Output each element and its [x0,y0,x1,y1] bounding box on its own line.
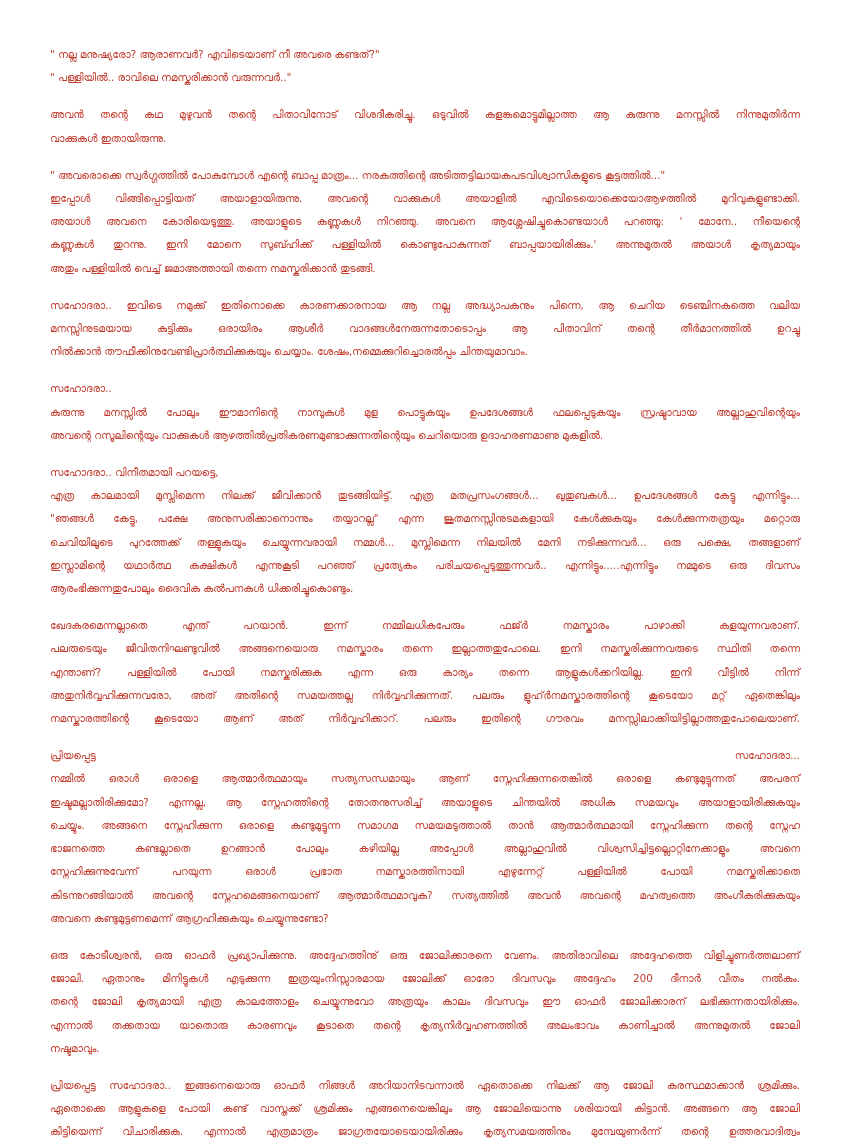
text-line: കുരുന്നു മനസ്സിൽ പോലും ഈമാനിന്റെ നാമ്പുകൾ മുള പൊട്ടുകയും ഉപദേശങ്ങൾ ഫലപ്പെടുകയും സ്രഷ്ടാവായ അല്ലാഹുവിന്റെയും [50,406,800,419]
text-line: ചെയ്യും. അങ്ങനെ സ്നേഹിക്കുന്ന ഒരാളെ കണ്ടുമുട്ടുന്ന സമാഗമ സമയമടുത്താൽ താൻ ആത്മാർത്ഥമായി സ്നേഹിക്കുന്ന തന്റെ സ്നേഹ [50,819,800,832]
paragraph-label-row [50,745,800,768]
paragraph-label: സഹോദരാ.. [50,383,112,396]
text-line: തന്റെ ജോലി കൃത്യമായി എത്ര കാലത്തോളം ചെയ്യുന്നുവോ അത്രയും കാലം ദിവസവും ഈ ഓഫർ ജോലിക്കാരന് ലഭിക്കുന്നതായിരിക്കും. [50,996,800,1009]
text-line: നഷ്ടമാവും. [50,1042,100,1055]
opening-dialogue [50,44,800,90]
text-line: അതുനിർവ്വഹിക്കുന്നവരോ, അത് അതിന്റെ സമയത്തല്ല നിർവ്വഹിക്കുന്നത്. പലരും ളുഹ്ർനമസ്കാരത്തിന്റെ കൂടെയോ മറ്റ് ഏതെങ്കിലും [50,689,800,702]
text-line: ഖേദകരമെന്നല്ലാതെ എന്ത് പറയാൻ. ഇന്ന് നമ്മിലധികപേരും ഫജ്ർ നമസ്കാരം പാഴാക്കി കളയുന്നവരാണ്. [50,620,800,633]
text-line: കണ്ണുകൾ തുറന്നു. ഇനി മോനെ സുബ്ഹിക്ക് പള്ളിയിൽ കൊണ്ടുപോകുന്നത് ബാപ്പയായിരിക്കും.' അന്നുമുതൽ അയാൾ കൃത്യമായും [50,239,800,252]
text-line: ജോലി. ഏതാനും മിനിട്ടുകൾ എടുക്കുന്ന ഇത്രയുംനിസ്സാരമായ ജോലിക്ക് ഓരോ ദിവസവും അദ്ദേഹം 200 ദീനാർ വീതം നൽകും. [50,973,800,986]
text-line: കിടന്നുറങ്ങിയാൽ അവന്റെ സ്നേഹമെങ്ങനെയാണ് ആത്മാർത്ഥമാവുക? സത്യത്തിൽ അവൻ അവന്റെ മഹത്വത്തെ അംഗീകരിക്കുകയും [50,889,800,902]
paragraph [50,378,800,448]
text-line: സഹോദരാ.. ഇവിടെ നമുക്ക് ഇതിനൊക്കെ കാരണക്കാരനായ ആ നല്ല അദ്ധ്യാപകനും പിന്നെ, ആ ചെറിയ ടെഞ്ചിനകത്തെ വലിയ [50,299,800,312]
paragraph-label-left: പ്രിയപ്പെട്ട [50,750,96,763]
text-line: അവനെ കണ്ടുമുട്ടണമെന്ന് ആഗ്രഹിക്കുകയും ചെയ്യുന്നുണ്ടോ? [50,912,329,925]
text-line: ഇസ്ലാമിന്റെ യഥാർത്ഥ കക്ഷികൾ എന്നുകൂടി പറഞ്ഞ് പ്രത്യേകം പരിചയപ്പെടുത്തുന്നവർ.. എന്നിട്ടും.....എന്നിട്ടും നമ്മുടെ ഒരു ദിവസം [50,559,800,572]
text-line: എന്നാൽ തക്കതായ യാതൊരു കാരണവും കൂടാതെ തന്റെ കൃത്യനിർവ്വഹണത്തിൽ അലംഭാവം കാണിച്ചാൽ അന്നുമുതൽ ജോലി [50,1019,800,1032]
text-line: ഏതൊക്കെ ആളുകളെ പോയി കണ്ട് വാസ്തക്ക് ശ്രമിക്കും എങ്ങനെയെങ്കിലും ആ ജോലിയൊന്നു ശരിയായി കിട്ടാൻ. അങ്ങനെ ആ ജോലി [50,1103,800,1116]
text-line: വാക്കുകൾ ഇതായിരുന്നു. [50,132,167,145]
text-line: അതും പള്ളിയിൽ വെച്ച് ജമാഅത്തായി തന്നെ നമസ്കരിക്കാൻ തുടങ്ങി. [50,262,376,275]
text-line: ഒരു കോടീശ്വരൻ, ഒരു ഓഫർ പ്രഖ്യാപിക്കുന്നു. അദ്ദേഹത്തിനു് ഒരു ജോലിക്കാരനെ വേണം. അതിരാവിലെ അദ്ദേഹത്തെ വിളിച്ചുണർത്തലാണ് [50,949,800,962]
dialogue-line: " നല്ല മനുഷ്യരോ? ആരാണവർ? എവിടെയാണ് നീ അവരെ കണ്ടത്?" [50,49,380,61]
paragraph [50,745,800,931]
text-line: അവൻ തന്റെ കഥ മുഴുവൻ തന്റെ പിതാവിനോട് വിശദീകരിച്ചു. ഒടുവിൽ കളങ്കമൊട്ടുമില്ലാത്ത ആ കുരുന്നു മനസ്സിൽ നിന്നുമുതിർന്ന [50,109,800,122]
text-line: എത്ര കാലമായി മുസ്ലിമെന്ന നിലക്ക് ജീവിക്കാൻ തുടങ്ങിയിട്ട്. എത്ര മതപ്രസംഗങ്ങൾ... ഖുതുബകൾ... ഉപദേശങ്ങൾ കേട്ടു എന്നിട്ടും... [50,490,800,503]
text-line: സ്നേഹിക്കുന്നുവേന്ന് പറയുന്ന ഒരാൾ പ്രഭാത നമസ്കാരത്തിനായി എഴുന്നേറ്റ് പള്ളിയിൽ പോയി നമസ്കരിക്കാതെ [50,866,800,879]
text-line: മനസ്സിനുടമയായ കുട്ടിക്കും ഒരായിരം ആശീർ വാദങ്ങൾനേരുന്നതോടൊപ്പം ആ പിതാവിന് തന്റെ തീർമാനത്തിൽ ഉറച്ചു [50,323,800,336]
text-line: ഇപ്പോൾ വിങ്ങിപ്പൊട്ടിയത് അയാളായിരുന്നു. അവന്റെ വാക്കുകൾ അയാളിൽ എവിടെയൊക്കെയോആഴത്തിൽ മുറിവുകളുണ്ടാക്കി. [50,193,800,206]
paragraph-label-right: സഹോദരാ... [734,750,800,763]
paragraph [50,165,800,281]
text-line: കിട്ടിയെന്ന് വിചാരിക്കുക. എന്നാൽ എത്രമാത്രം ജാഗ്രതയോടെയായിരിക്കും കൃത്യസമയത്തിനും മുമ്പേയുണർന്ന് തന്റെ ഉത്തരവാദിത്വം [50,1126,800,1139]
paragraph [50,104,800,150]
text-line: പലരുടെയും ജീവിതനിഘണ്ടുവിൽ അങ്ങനെയൊരു നമസ്കാരം തന്നെ ഇല്ലാത്തതുപോലെ. ഇനി നമസ്കരിക്കുന്നവരുടെ സ്ഥിതി തന്നെ [50,643,800,656]
paragraph [50,462,800,601]
text-line: അയാൾ അവനെ കോരിയെടുത്തു. അയാളുടെ കണ്ണുകൾ നിറഞ്ഞു. അവനെ ആശ്ലേഷിച്ചുകൊണ്ടയാൾ പറഞ്ഞു: ' മോനേ.. നീയെന്റെ [50,216,800,229]
text-line: " അവരൊക്കെ സ്വർഗ്ഗത്തിൽ പോകുമ്പോൾ എന്റെ ബാപ്പ മാത്രം... നരകത്തിന്റെ അടിത്തട്ടിലായകപടവിശ്വാസികളുടെ കൂട്ടത്തിൽ..." [50,169,666,182]
paragraph [50,945,800,1061]
paragraph [50,1075,800,1145]
text-line: നമസ്കാരത്തിന്റെ കൂടെയോ ആണ് അത് നിർവ്വഹിക്കാറ്. പലരും ഇതിന്റെ ഗൗരവം മനസ്സിലാക്കിയിട്ടില്ലാത്തതുപോലെയാണ്. [50,713,800,726]
text-line: ചെവിയിലൂടെ പുറത്തേക്ക് തള്ളുകയും ചെയ്യുന്നവരായി നമ്മൾ... മുസ്ലിമെന്ന നിലയിൽ മേനി നടിക്കുന്നവർ... ഒരു പക്ഷെ, തങ്ങളാണ് [50,536,800,549]
text-line: ഇഷ്ടമല്ലാതിരിക്കുമോ? എന്നല്ല, ആ സ്നേഹത്തിന്റെ തോതനുസരിച്ച് അയാളുടെ ചിന്തയിൽ അധിക സമയവും അയാളായിരിക്കുകയും [50,796,800,809]
paragraph [50,615,800,731]
text-line: പ്രിയപ്പെട്ട സഹോദരാ.. ഇങ്ങനെയൊരു ഓഫർ നിങ്ങൾ അറിയാനിടവന്നാൽ ഏതൊക്കെ നിലക്ക് ആ ജോലി കരസ്ഥമാക്കാൻ ശ്രമിക്കും. [50,1079,800,1092]
text-line: എന്താണ്? പള്ളിയിൽ പോയി നമസ്കരിക്കുക എന്ന ഒരു കാര്യം തന്നെ ആളുകൾക്കറിയില്ല. ഇനി വീട്ടിൽ നിന്ന് [50,666,800,679]
dialogue-line: " പള്ളിയിൽ.. രാവിലെ നമസ്കരിക്കാൻ വരുന്നവർ.." [50,72,292,85]
paragraph [50,295,800,365]
text-line: നമ്മിൽ ഒരാൾ ഒരാളെ ആത്മാർത്ഥമായും സത്യസന്ധമായും ആണ് സ്നേഹിക്കുന്നതെങ്കിൽ ഒരാളെ കണ്ടുമുട്ടുന്നത് അപരന് [50,773,800,786]
text-line: ആരംഭിക്കുന്നതുപോലും ദൈവിക കൽപനകൾ ധിക്കരിച്ചുകൊണ്ടും. [50,583,354,596]
text-line: "ഞങ്ങൾ കേട്ടു, പക്ഷേ അനുസരിക്കാനൊന്നും തയ്യാറല്ല" എന്ന ജൂതമനസ്സിനുടമകളായി കേൾക്കുകയും കേൾക്കുന്നതത്രയും മറ്റൊരു [50,513,800,526]
paragraph-label: സഹോദരാ.. വിനീതമായി പറയട്ടെ, [50,467,219,480]
text-line: ഭാജനത്തെ കണ്ടല്ലാതെ ഉറങ്ങാൻ പോലും കഴിയില്ല അപ്പോൾ അല്ലാഹുവിൽ വിശ്വസിച്ചിട്ടല്ലൊറ്റിനേക്കാളും അവനെ [50,843,800,856]
text-line: നിൽക്കാൻ തൗഫീക്കിനുവേണ്ടിപ്രാർത്ഥിക്കുകയും ചെയ്യാം. ശേഷം,നമ്മെക്കുറിച്ചൊരൽപ്പം ചിന്തയുമാവാം. [50,346,528,359]
text-line: അവന്റെ റസൂലിന്റെയും വാക്കുകൾ ആഴത്തിൽപ്രതികരണമുണ്ടാക്കുന്നതിന്റെയും ചെറിയൊരു ഉദാഹരണമാണു മുകളിൽ. [50,429,604,442]
